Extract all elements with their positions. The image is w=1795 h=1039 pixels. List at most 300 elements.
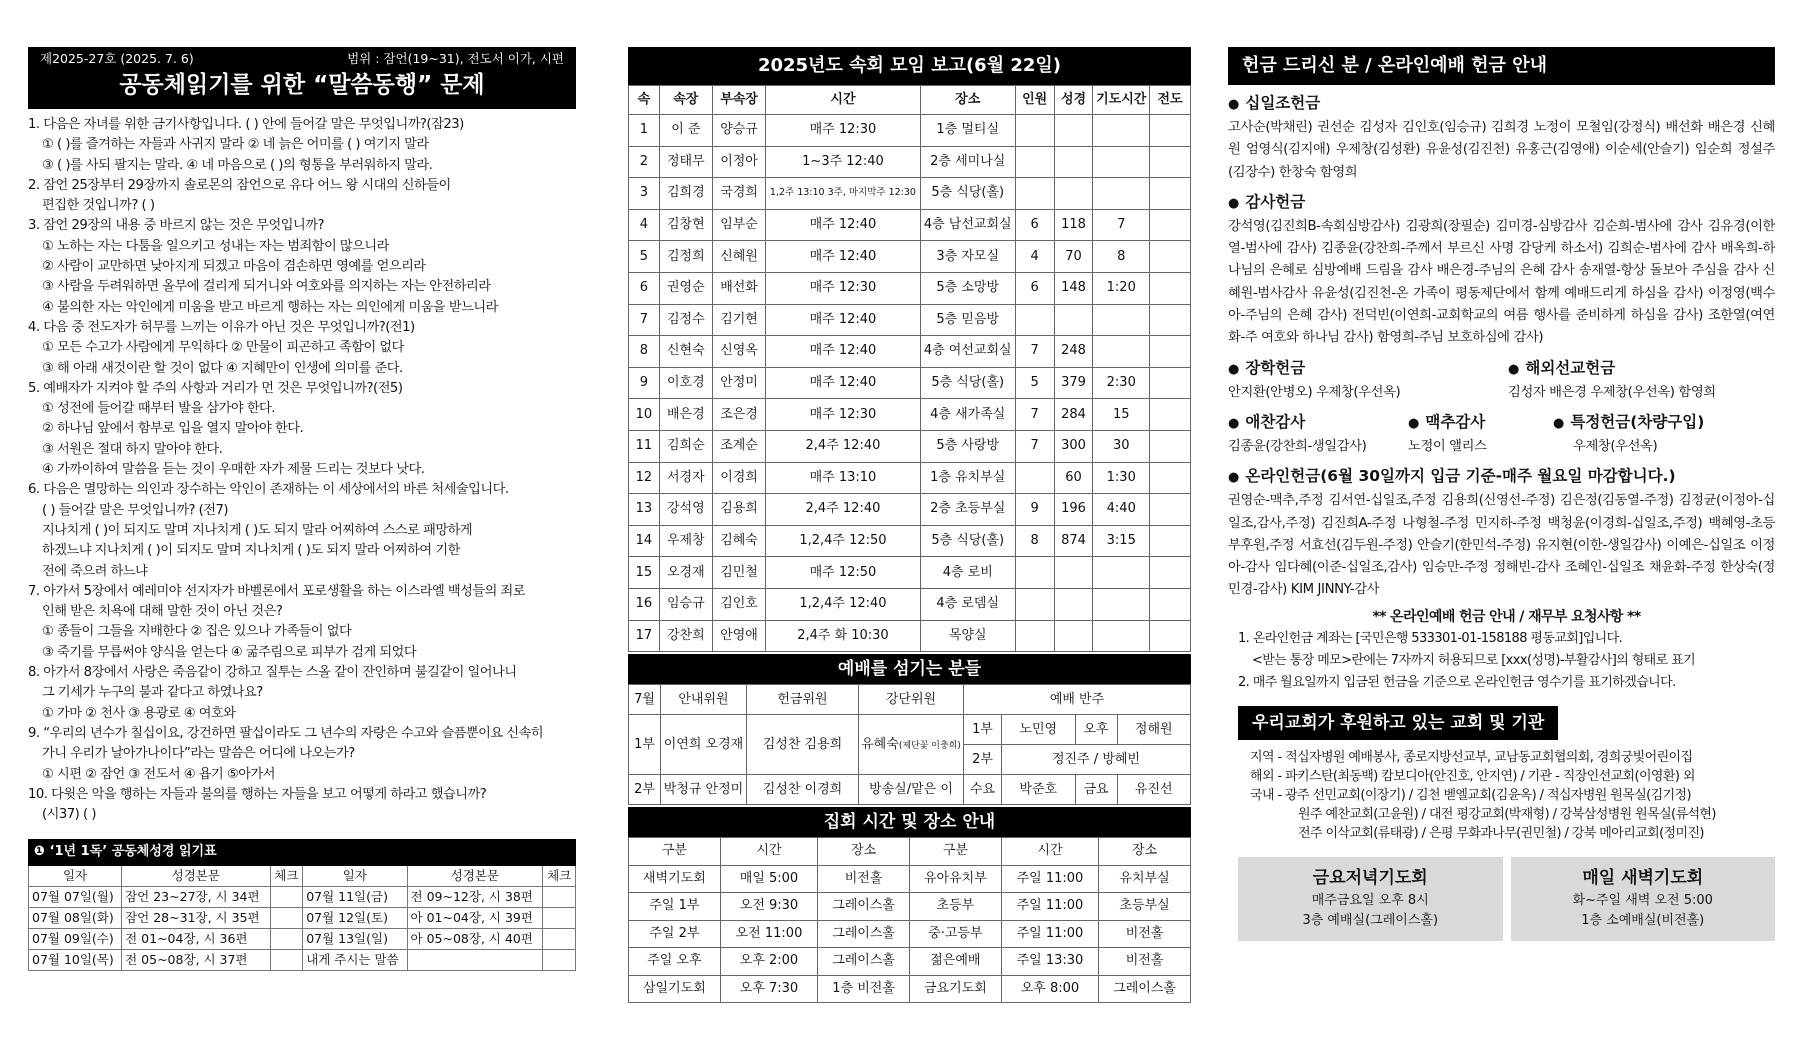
report-cell [1015,462,1054,494]
report-row [629,462,1191,494]
support-line: 해외 - 파키스탄(최동백) 캄보디아(안진호, 안지연) / 기관 - 직장인선교회(이영환) 외 [1250,769,1695,785]
report-cell: 5 [1015,367,1054,399]
quiz-line: 그 기세가 누구의 불과 같다고 하였나요? [42,685,263,701]
report-cell: 1,2주 13:10 3주, 마지막주 12:30 [766,178,921,210]
report-cell: 배은경 [659,399,712,431]
report-cell: 874 [1054,525,1093,557]
support-line: 원주 예찬교회(고윤원) / 대전 평강교회(박재형) / 강북삼성병원 원목실(류석현) [1298,807,1716,823]
online-title: 온라인헌금(6월 30일까지 입금 기준-매주 월요일 마감합니다.) [1245,467,1676,486]
mission-title: 해외선교헌금 [1525,358,1616,377]
quiz-header [28,47,576,109]
report-row [629,367,1191,399]
schedule-cell: 유치부실 [1099,865,1191,893]
report-row [629,272,1191,304]
reading-plan-table [28,866,576,972]
report-row [629,399,1191,431]
tithe-title: 십일조헌금 [1245,94,1321,112]
reading-row [29,929,576,950]
schedule-cell: 중·고등부 [909,920,1001,948]
report-cell: 2 [629,146,660,178]
quiz-line: 3. 잠언 29장의 내용 중 바르지 않는 것은 무엇입니까? [28,218,324,234]
report-cell [1015,620,1054,652]
schedule-row [629,948,1191,976]
report-row [629,620,1191,652]
special-text: 우제창(우선옥) [1573,438,1658,454]
report-cell [1054,620,1093,652]
dawn-prayer-box [1511,857,1776,941]
reading-cell: 07월 09일(수) [29,929,122,950]
report-cell: 김정수 [659,304,712,336]
altar-flower: (제단꽃 이충희) [898,740,961,751]
support-title: 우리교회가 후원하고 있는 교회 및 기관 [1238,706,1558,740]
report-cell: 김인호 [712,588,765,620]
reading-cell [543,908,576,929]
report-cell: 4:40 [1093,494,1150,526]
quiz-line: 5. 예배자가 지켜야 할 주의 사항과 거리가 먼 것은 무엇입니까?(전5) [28,380,403,396]
report-header: 기도시간 [1093,86,1150,115]
service-2-label: 2부 [629,775,661,805]
quiz-line: 가니 우리가 날아가나이다”라는 말씀은 어디에 나오는가? [42,746,355,762]
report-cell: 6 [1015,272,1054,304]
chorus-1-label: 1부 [964,715,1002,745]
report-cell: 1~3주 12:40 [766,146,921,178]
report-cell: 임부순 [712,209,765,241]
report-header: 부속장 [712,86,765,115]
schedule-cell: 새벽기도회 [629,865,721,893]
report-cell: 300 [1054,430,1093,462]
reading-cell: 07월 12일(토) [303,908,407,929]
schedule-cell: 주일 11:00 [1001,865,1098,893]
report-cell: 목양실 [920,620,1015,652]
report-cell [1093,557,1150,589]
report-header: 인원 [1015,86,1054,115]
quiz-line: 9. “우리의 년수가 칠십이요, 강건하면 팔십이라도 그 년수의 자랑은 수고와 슬픔뿐이요 신속히 [28,725,544,741]
report-cell: 서경자 [659,462,712,494]
reading-cell: 전 09~12장, 시 38편 [407,887,543,908]
reading-cell [543,887,576,908]
report-cell [1150,557,1191,589]
report-cell [1054,557,1093,589]
report-row [629,430,1191,462]
quiz-line: ② 하나님 앞에서 함부로 입을 열지 말아야 한다. [42,421,304,437]
reading-cell: 07월 10일(목) [29,950,122,971]
report-cell: 1층 멀티실 [920,115,1015,147]
schedule-cell: 오후 7:30 [720,975,817,1003]
quiz-line: ( ) 들어갈 말은 무엇입니까? (전7) [42,502,229,518]
thanks-text: 강석영(김진희B-속회심방감사) 김광희(장필순) 김미경-심방감사 김순희-범사에 감사 김유경(이한열-범사에 감사) 김종윤(강찬희-주께서 부르신 사명 감당케 하소서) 김희순-범사에 감사 배옥희-하나님의 은혜로 심방예배 드림을 감사 배은경-주님의 은혜 감사 송재열-항상 돌보아 주심을 감사 신혜원-범사감사 유윤성(김진천-온 가족이 평동제단에서 함께 예배드리게 하심을 감사) 이정영(백수아-주님의 은혜 감사) 전덕빈(이연희-교회학교의 여름 행사를 준비하게 하심을 감사) 조한열(여연화-주 여호와 하나님 감사) 함영희-주님 보호하심에 감사) [1228,218,1775,346]
report-header: 속 [629,86,660,115]
reading-cell: 잠언 23~27장, 시 34편 [122,887,270,908]
report-cell: 284 [1054,399,1093,431]
quiz-line: ① 종들이 그들을 지배한다 ② 집은 있으나 가족들이 없다 [42,624,352,640]
thanks-title: 감사헌금 [1245,192,1306,211]
report-row [629,336,1191,368]
schedule-cell: 주일 11:00 [1001,893,1098,921]
schedule-row [629,975,1191,1003]
schedule-row [629,893,1191,921]
schedule-cell: 그레이스홀 [818,948,910,976]
report-cell [1015,557,1054,589]
report-cell [1150,272,1191,304]
worship-servers-table [628,684,1191,805]
report-cell: 4 [1015,241,1054,273]
service-1-label: 1부 [629,715,661,775]
report-cell [1093,178,1150,210]
report-cell [1150,115,1191,147]
report-cell [1015,304,1054,336]
report-cell: 7 [1015,430,1054,462]
reading-row [29,908,576,929]
quiz-line: ① ( )를 즐겨하는 자들과 사귀지 말라 ② 네 늙은 어미를 ( ) 여기지 말라 [42,137,429,153]
report-cell: 3:15 [1093,525,1150,557]
scholar-text: 안지환(안병오) 우제창(우선옥) [1228,384,1401,400]
schedule-cell: 주일 1부 [629,893,721,921]
report-cell: 이경희 [712,462,765,494]
mak-title: 맥추감사 [1425,412,1486,431]
schedule-cell: 비전홀 [1099,948,1191,976]
report-cell: 9 [1015,494,1054,526]
schedule-cell: 유아유치부 [909,865,1001,893]
report-cell: 매주 12:50 [766,557,921,589]
report-cell: 김희경 [659,178,712,210]
report-cell [1015,178,1054,210]
birth-title: 애찬감사 [1245,412,1306,431]
report-cell: 국경희 [712,178,765,210]
notice-2: <받는 통장 메모>란에는 7자까지 허용되므로 [xxx(성명)-부활감사]의 형태로 표기 [1252,652,1696,668]
report-cell: 7 [1015,399,1054,431]
report-cell [1150,462,1191,494]
reading-cell [270,887,303,908]
report-cell: 매주 12:40 [766,367,921,399]
reading-cell: 07월 13일(일) [303,929,407,950]
quiz-title: 공동체읽기를 위한 “말씀동행” 문제 [119,72,485,99]
quiz-line: ③ 사람을 두려워하면 올무에 걸리게 되거니와 여호와를 의지하는 자는 안전하리라 [42,279,491,295]
report-cell [1093,620,1150,652]
chorus-3-label: 수요 [964,775,1002,805]
quiz-line: ④ 가까이하여 말씀을 듣는 것이 우매한 자가 제물 드리는 것보다 낫다. [42,462,425,478]
special-offering-row: ● 애찬감사 김종윤(강찬희-생일감사) ● 맥추감사 노정이 앨리스 ● 특정헌금(차량구입) 우제창(우선옥) [1228,410,1775,458]
report-cell: 5층 사랑방 [920,430,1015,462]
reading-header: 일자 [303,866,407,887]
report-cell [1015,115,1054,147]
quiz-line: 하겠느냐 지나치게 ( )이 되지도 말며 지나치게 ( )도 되지 말라 어찌하여 기한 [42,543,460,559]
report-cell: 196 [1054,494,1093,526]
schedule-cell: 주일 2부 [629,920,721,948]
report-cell: 11 [629,430,660,462]
report-cell: 우제창 [659,525,712,557]
report-cell: 김용희 [712,494,765,526]
report-cell: 신영옥 [712,336,765,368]
report-cell: 안영애 [712,620,765,652]
report-cell [1150,241,1191,273]
report-header: 장소 [920,86,1015,115]
schedule-cell: 초등부 [909,893,1001,921]
reading-header: 체크 [270,866,303,887]
report-row [629,209,1191,241]
report-cell: 30 [1093,430,1150,462]
quiz-line: 지나치게 ( )이 되지도 말며 지나치게 ( )도 되지 말라 어찌하여 스스로 패망하게 [42,522,473,538]
friday-place: 3층 예배실(그레이스홀) [1302,913,1439,929]
report-cell: 15 [1093,399,1150,431]
quiz-line: ① 성전에 들어갈 때부터 발을 삼가야 한다. [42,401,275,417]
schedule-header: 장소 [818,838,910,866]
quiz-line: (시37) ( ) [42,807,96,823]
schedule-cell: 그레이스홀 [1099,975,1191,1003]
report-cell: 16 [629,588,660,620]
schedule-title: 집회 시간 및 장소 안내 [628,807,1191,837]
quiz-line: ③ 해 아래 새것이란 할 것이 없다 ④ 지혜만이 인생에 의미를 준다. [42,360,403,376]
reading-cell [407,950,543,971]
reading-header: 성경본문 [122,866,270,887]
altar-name: 유혜숙 [861,736,899,752]
report-cell: 1,2,4주 12:40 [766,588,921,620]
quiz-line: ① 노하는 자는 다툼을 일으키고 성내는 자는 범죄함이 많으니라 [42,238,389,254]
quiz-line: 6. 다음은 멸망하는 의인과 장수하는 악인이 존재하는 이 세상에서의 바른 처세술입니다. [28,482,509,498]
chorus-3-b: 금요 [1075,775,1117,805]
report-cell: 4층 로비 [920,557,1015,589]
reading-cell [543,929,576,950]
report-cell: 9 [629,367,660,399]
report-cell [1150,336,1191,368]
report-cell: 2층 세미나실 [920,146,1015,178]
schedule-cell: 오전 11:00 [720,920,817,948]
special-title: 특정헌금(차량구입) [1570,412,1705,431]
schedule-cell: 오후 8:00 [1001,975,1098,1003]
quiz-line: 2. 잠언 25장부터 29장까지 솔로몬의 잠언으로 유다 어느 왕 시대의 신하들이 [28,177,451,193]
report-cell [1150,430,1191,462]
reading-cell: 아 05~08장, 시 40편 [407,929,543,950]
report-cell [1015,146,1054,178]
friday-prayer-box [1238,857,1503,941]
quiz-line: 8. 아가서 8장에서 사랑은 죽음같이 강하고 질투는 스올 같이 잔인하며 불길같이 일어나니 [28,665,517,681]
report-row [629,178,1191,210]
report-cell: 임승규 [659,588,712,620]
reading-range: 범위 : 잠언(19~31), 전도서 이가, 시편 [347,51,564,66]
report-cell: 김창현 [659,209,712,241]
report-title: 2025년도 속회 모임 보고(6월 22일) [628,47,1191,85]
report-cell [1150,209,1191,241]
reading-plan-title: ❶ ‘1년 1독’ 공동체성경 읽기표 [28,839,576,865]
report-cell: 조계순 [712,430,765,462]
report-cell: 13 [629,494,660,526]
quiz-line: ③ 죽기를 무릅써야 양식을 얻는다 ④ 굶주림으로 피부가 검게 되었다 [42,644,417,660]
dawn-time: 화~주일 새벽 오전 5:00 [1572,893,1713,909]
report-cell: 2,4주 12:40 [766,430,921,462]
report-cell [1054,304,1093,336]
chorus-1-a: 노민영 [1002,715,1076,745]
report-cell: 매주 13:10 [766,462,921,494]
report-cell: 4층 여선교회실 [920,336,1015,368]
chorus-1-b: 오후 [1075,715,1117,745]
report-row [629,304,1191,336]
schedule-header: 시간 [1001,838,1098,866]
report-cell: 8 [629,336,660,368]
report-cell: 70 [1054,241,1093,273]
report-cell: 12 [629,462,660,494]
support-line: 지역 - 적십자병원 예배봉사, 종로지방선교부, 교남동교회협의회, 경희궁빛어린이집 [1250,750,1693,766]
dawn-title: 매일 새벽기도회 [1582,868,1704,889]
schedule-header: 시간 [720,838,817,866]
report-cell: 강석영 [659,494,712,526]
report-cell: 14 [629,525,660,557]
schedule-header: 구분 [909,838,1001,866]
report-cell: 4 [629,209,660,241]
report-cell: 1:20 [1093,272,1150,304]
quiz-line: ② 사람이 교만하면 낮아지게 되겠고 마음이 겸손하면 영예를 얻으리라 [42,259,426,275]
report-cell: 안정미 [712,367,765,399]
report-cell [1150,494,1191,526]
report-cell [1054,146,1093,178]
report-cell [1093,588,1150,620]
report-cell: 김기현 [712,304,765,336]
schedule-header: 구분 [629,838,721,866]
report-cell: 매주 12:30 [766,115,921,147]
quiz-line: 10. 다윗은 악을 행하는 자들과 불의를 행하는 자들을 보고 어떻게 하라고 했습니까? [28,786,487,802]
scholar-title: 장학헌금 [1245,358,1306,377]
chorus-2-a: 정진주 / 방혜빈 [1002,745,1191,775]
quiz-line: ③ 서원은 절대 하지 말아야 한다. [42,441,223,457]
report-header: 시간 [766,86,921,115]
report-cell [1150,588,1191,620]
report-cell: 5층 믿음방 [920,304,1015,336]
report-cell [1015,588,1054,620]
reading-row [29,950,576,971]
report-cell: 1 [629,115,660,147]
report-row [629,146,1191,178]
report-cell: 5층 식당(홀) [920,178,1015,210]
online-notice [1228,606,1775,694]
online-section: ● 온라인헌금(6월 30일까지 입금 기준-매주 월요일 마감합니다.) 권영순-맥추,주정 김서연-십일조,주정 김용희(신영선-주정) 김은정(김동열-주정) 김정균(이정아-십일조,감사,주정) 김진희A-주정 나형철-주정 민지하-주정 백청윤(이경희-십일조,주정) 백혜영-초등부후원,주정 서효선(김두원-주정) 안슬기(한민석-주정) 유지현(이한-생일감사) 이예은-십일조 이정아-감사 임다혜(이준-십일조,감사) 임승만-주정 정해빈-감사 조혜인-십일조 채윤화-주정 한상숙(정민경-감사) KIM JINNY-감사 [1228,464,1775,601]
quiz-line: ④ 불의한 자는 악인에게 미움을 받고 바르게 행하는 자는 의인에게 미움을 받느니라 [42,299,498,315]
report-cell: 이호경 [659,367,712,399]
report-row [629,525,1191,557]
report-cell [1054,588,1093,620]
reading-row [29,887,576,908]
report-row [629,557,1191,589]
report-cell: 오경재 [659,557,712,589]
report-cell [1054,178,1093,210]
reading-cell [270,950,303,971]
report-cell [1150,399,1191,431]
birth-text: 김종윤(강찬희-생일감사) [1228,438,1367,454]
report-cell [1150,146,1191,178]
report-row [629,115,1191,147]
reading-cell: 전 01~04장, 시 36편 [122,929,270,950]
scholar-mission-row: ● 장학헌금 안지환(안병오) 우제창(우선옥) ● 해외선교헌금 김성자 배은경 우제창(우선옥) 함영희 [1228,356,1775,404]
cell-report-table [628,85,1191,652]
report-cell: 이정아 [712,146,765,178]
schedule-row [629,920,1191,948]
report-cell: 7 [1093,209,1150,241]
report-header: 성경 [1054,86,1093,115]
quiz-column [28,47,576,971]
schedule-cell: 1층 비전홀 [818,975,910,1003]
reading-header: 체크 [543,866,576,887]
report-cell: 8 [1093,241,1150,273]
issue-number: 제2025-27호 (2025. 7. 6) [40,51,194,66]
report-cell: 2:30 [1093,367,1150,399]
report-row [629,588,1191,620]
quiz-line: 전에 죽으려 하느냐 [42,563,148,579]
offering-column [1228,47,1775,941]
reading-cell: 아 01~04장, 시 39편 [407,908,543,929]
report-cell: 248 [1054,336,1093,368]
month-cell: 7월 [629,685,661,715]
schedule-table [628,837,1191,1003]
report-cell: 4층 남선교회실 [920,209,1015,241]
service-2-altar: 방송실/맡은 이 [859,775,964,805]
report-cell: 3 [629,178,660,210]
report-cell [1150,178,1191,210]
report-cell: 매주 12:40 [766,241,921,273]
tithe-section: ● 십일조헌금 고사순(박채린) 권선순 김성자 김인호(임승규) 김희경 노정이 모철임(강정식) 배선화 배은경 신혜원 엄영식(김지애) 우제창(김성환) 유윤성(김진천) 유홍근(김영애) 이순세(안슬기) 임순희 정설주(김장수) 한창숙 함영희 [1228,91,1775,184]
schedule-row [629,865,1191,893]
report-cell: 2층 초등부실 [920,494,1015,526]
report-cell: 17 [629,620,660,652]
report-cell: 양승규 [712,115,765,147]
reading-cell [270,908,303,929]
schedule-cell: 주일 오후 [629,948,721,976]
service-1-usher: 이연희 오경재 [661,715,747,775]
prayer-boxes [1228,857,1775,941]
schedule-cell: 금요기도회 [909,975,1001,1003]
report-cell: 김혜숙 [712,525,765,557]
reading-header: 일자 [29,866,122,887]
quiz-line: ③ ( )를 사되 팔지는 말라. ④ 네 마음으로 ( )의 형통을 부러워하지 말라. [42,157,433,173]
friday-title: 금요저녁기도회 [1312,868,1428,889]
report-cell: 매주 12:30 [766,399,921,431]
report-cell: 4층 로뎀실 [920,588,1015,620]
chorus-head: 예배 반주 [964,685,1191,715]
report-cell: 5 [629,241,660,273]
report-cell: 김정희 [659,241,712,273]
tithe-text: 고사순(박채린) 권선순 김성자 김인호(임승규) 김희경 노정이 모철임(강정식) 배선화 배은경 신혜원 엄영식(김지애) 우제창(김성환) 유윤성(김진천) 유홍근(김영애) 이순세(안슬기) 임순희 정설주(김장수) 한창숙 함영희 [1228,120,1775,180]
reading-cell: 07월 08일(화) [29,908,122,929]
schedule-cell: 비전홀 [818,865,910,893]
reading-cell: 잠언 28~31장, 시 35편 [122,908,270,929]
report-cell [1150,620,1191,652]
chorus-3-c: 유진선 [1117,775,1191,805]
report-cell: 1,2,4주 12:50 [766,525,921,557]
service-2-offering: 김성찬 이경희 [747,775,859,805]
report-cell: 매주 12:40 [766,209,921,241]
report-cell: 60 [1054,462,1093,494]
report-cell [1150,304,1191,336]
report-cell: 6 [629,272,660,304]
offering-head: 헌금위원 [747,685,859,715]
report-column [628,47,1191,1003]
online-text: 권영순-맥추,주정 김서연-십일조,주정 김용희(신영선-주정) 김은정(김동열-주정) 김정균(이정아-십일조,감사,주정) 김진희A-주정 나형철-주정 민지하-주정 백청윤(이경희-십일조,주정) 백혜영-초등부후원,주정 서효선(김두원-주정) 안슬기(한민석-주정) 유지현(이한-생일감사) 이예은-십일조 이정아-감사 임다혜(이준-십일조,감사) 임승만-주정 정해빈-감사 조혜인-십일조 채윤화-주정 한상숙(정민경-감사) KIM JINNY-감사 [1228,493,1775,598]
reading-cell: 전 05~08장, 시 37편 [122,950,270,971]
schedule-cell: 젊은예배 [909,948,1001,976]
report-cell: 정태무 [659,146,712,178]
report-cell [1054,115,1093,147]
report-cell: 김민철 [712,557,765,589]
notice-3: 2. 매주 월요일까지 입금된 헌금을 기준으로 온라인헌금 영수기를 표기하겠습니다. [1238,674,1676,690]
report-cell: 5층 소망방 [920,272,1015,304]
schedule-cell: 주일 11:00 [1001,920,1098,948]
notice-title: ** 온라인예배 헌금 안내 / 재무부 요청사항 ** [1372,608,1641,625]
report-cell: 김희순 [659,430,712,462]
report-cell: 8 [1015,525,1054,557]
report-cell: 매주 12:30 [766,272,921,304]
report-cell [1093,304,1150,336]
report-cell [1150,525,1191,557]
report-cell: 5층 식당(홀) [920,367,1015,399]
quiz-line: 7. 아가서 5장에서 예레미야 선지자가 바벨론에서 포로생활을 하는 이스라엘 백성들의 죄로 [28,583,525,599]
report-cell [1093,146,1150,178]
report-cell: 7 [1015,336,1054,368]
